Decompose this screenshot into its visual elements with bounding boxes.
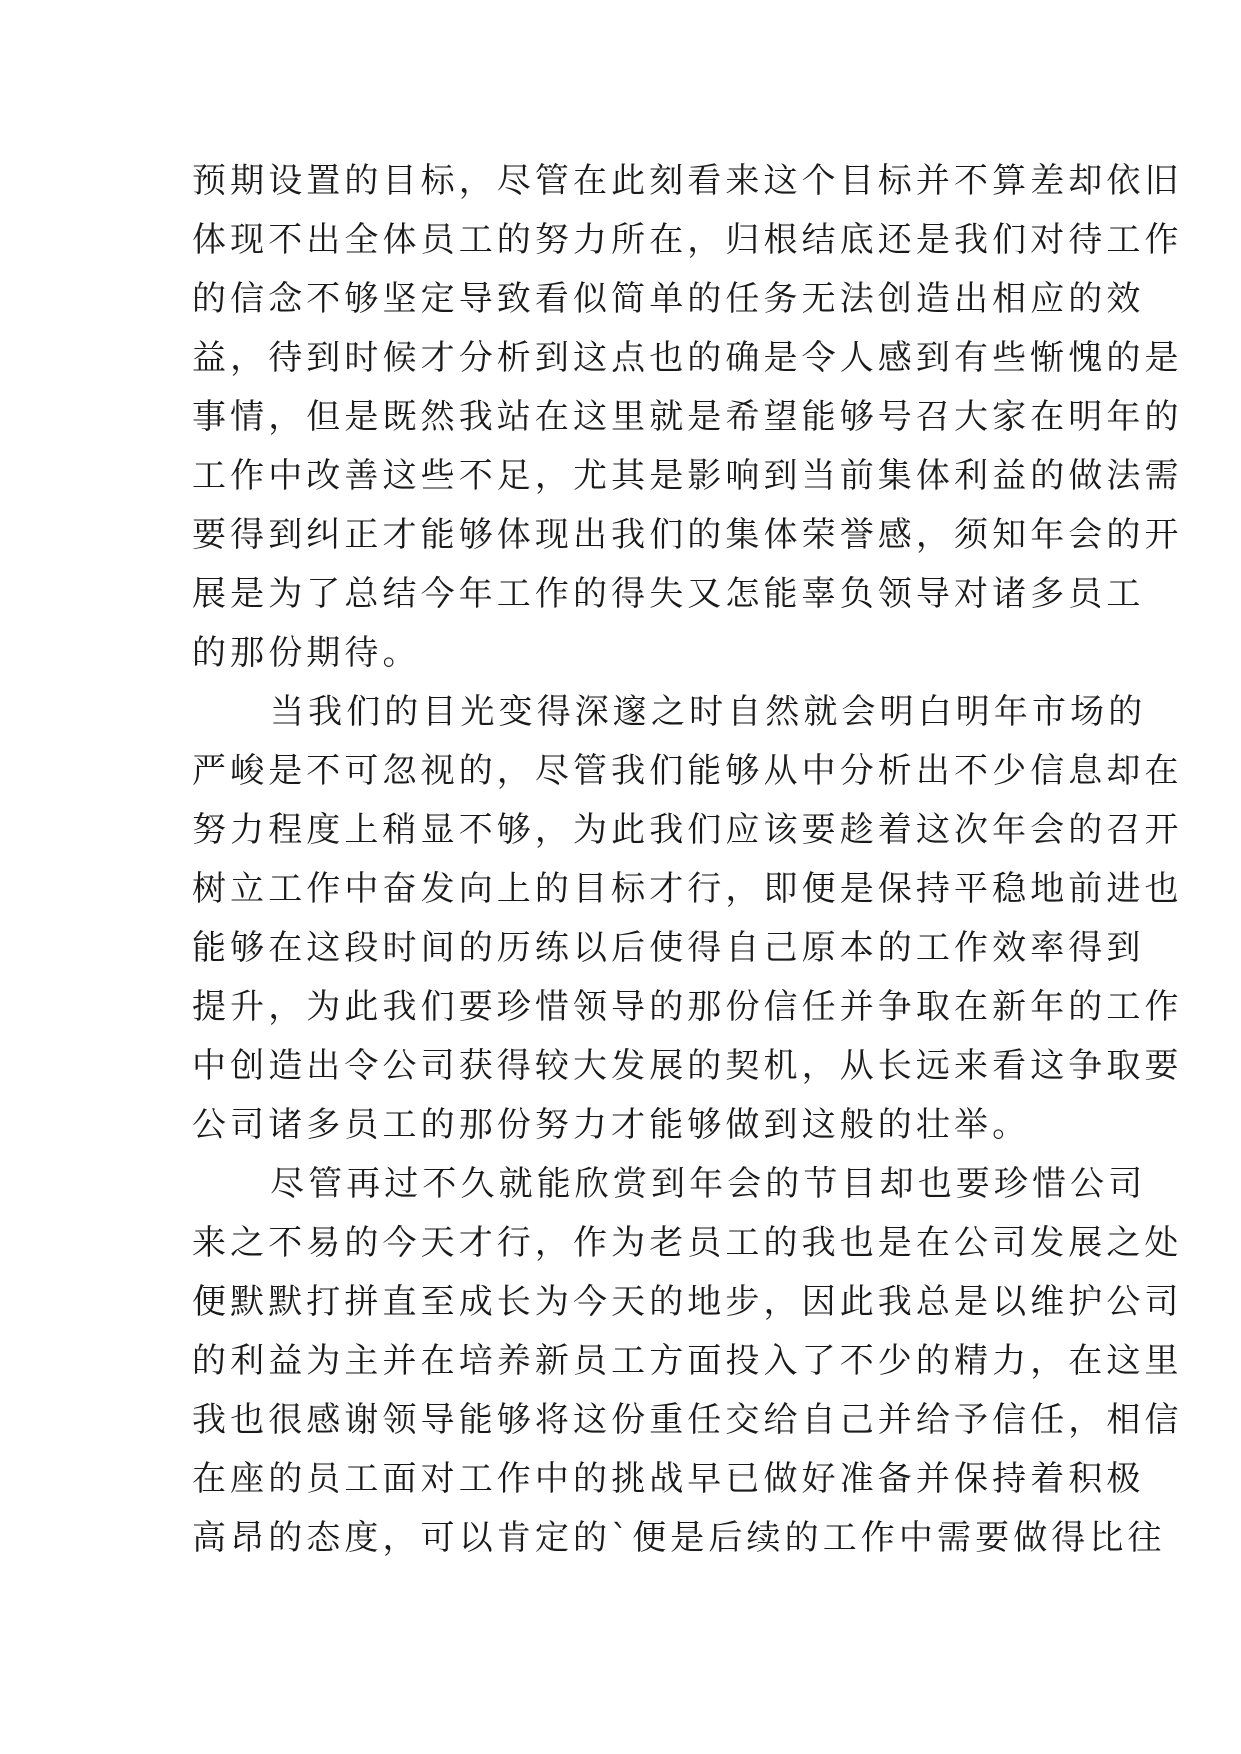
text-line: 努力程度上稍显不够，为此我们应该要趁着这次年会的召开 bbox=[192, 810, 1183, 850]
text-line: 能够在这段时间的历练以后使得自己原本的工作效率得到 bbox=[192, 928, 1145, 968]
text-line: 在座的员工面对工作中的挑战早已做好准备并保持着积极 bbox=[192, 1459, 1145, 1499]
text-line: 体现不出全体员工的努力所在，归根结底还是我们对待工作 bbox=[192, 220, 1183, 260]
text-line: 中创造出令公司获得较大发展的契机，从长远来看这争取要 bbox=[192, 1046, 1183, 1086]
paragraph-1 bbox=[192, 152, 1183, 683]
text-line: 我也很感谢领导能够将这份重任交给自己并给予信任，相信 bbox=[192, 1400, 1183, 1440]
text-line: 来之不易的今天才行，作为老员工的我也是在公司发展之处 bbox=[192, 1223, 1183, 1263]
text-line: 预期设置的目标，尽管在此刻看来这个目标并不算差却依旧 bbox=[192, 161, 1183, 201]
text-line: 的信念不够坚定导致看似简单的任务无法创造出相应的效 bbox=[192, 279, 1145, 319]
text-line: 树立工作中奋发向上的目标才行，即便是保持平稳地前进也 bbox=[192, 869, 1183, 909]
text-line: 的那份期待。 bbox=[192, 633, 421, 673]
paragraph-2 bbox=[192, 683, 1183, 1155]
text-line: 提升，为此我们要珍惜领导的那份信任并争取在新年的工作 bbox=[192, 987, 1183, 1027]
text-line: 严峻是不可忽视的，尽管我们能够从中分析出不少信息却在 bbox=[192, 751, 1183, 791]
text-line: 工作中改善这些不足，尤其是影响到当前集体利益的做法需 bbox=[192, 456, 1183, 496]
document-body bbox=[192, 152, 1183, 1568]
text-line: 尽管再过不久就能欣赏到年会的节目却也要珍惜公司 bbox=[270, 1164, 1147, 1204]
text-line: 事情，但是既然我站在这里就是希望能够号召大家在明年的 bbox=[192, 397, 1183, 437]
paragraph-3 bbox=[192, 1155, 1183, 1568]
text-line: 的利益为主并在培养新员工方面投入了不少的精力，在这里 bbox=[192, 1341, 1183, 1381]
text-line: 益，待到时候才分析到这点也的确是令人感到有些惭愧的是 bbox=[192, 338, 1183, 378]
text-line: 高昂的态度，可以肯定的`便是后续的工作中需要做得比往 bbox=[192, 1518, 1166, 1558]
text-line: 展是为了总结今年工作的得失又怎能辜负领导对诸多员工 bbox=[192, 574, 1145, 614]
text-line: 公司诸多员工的那份努力才能够做到这般的壮举。 bbox=[192, 1105, 1031, 1145]
text-line: 便默默打拼直至成长为今天的地步，因此我总是以维护公司 bbox=[192, 1282, 1183, 1322]
text-line: 当我们的目光变得深邃之时自然就会明白明年市场的 bbox=[270, 692, 1147, 732]
text-line: 要得到纠正才能够体现出我们的集体荣誉感，须知年会的开 bbox=[192, 515, 1183, 555]
